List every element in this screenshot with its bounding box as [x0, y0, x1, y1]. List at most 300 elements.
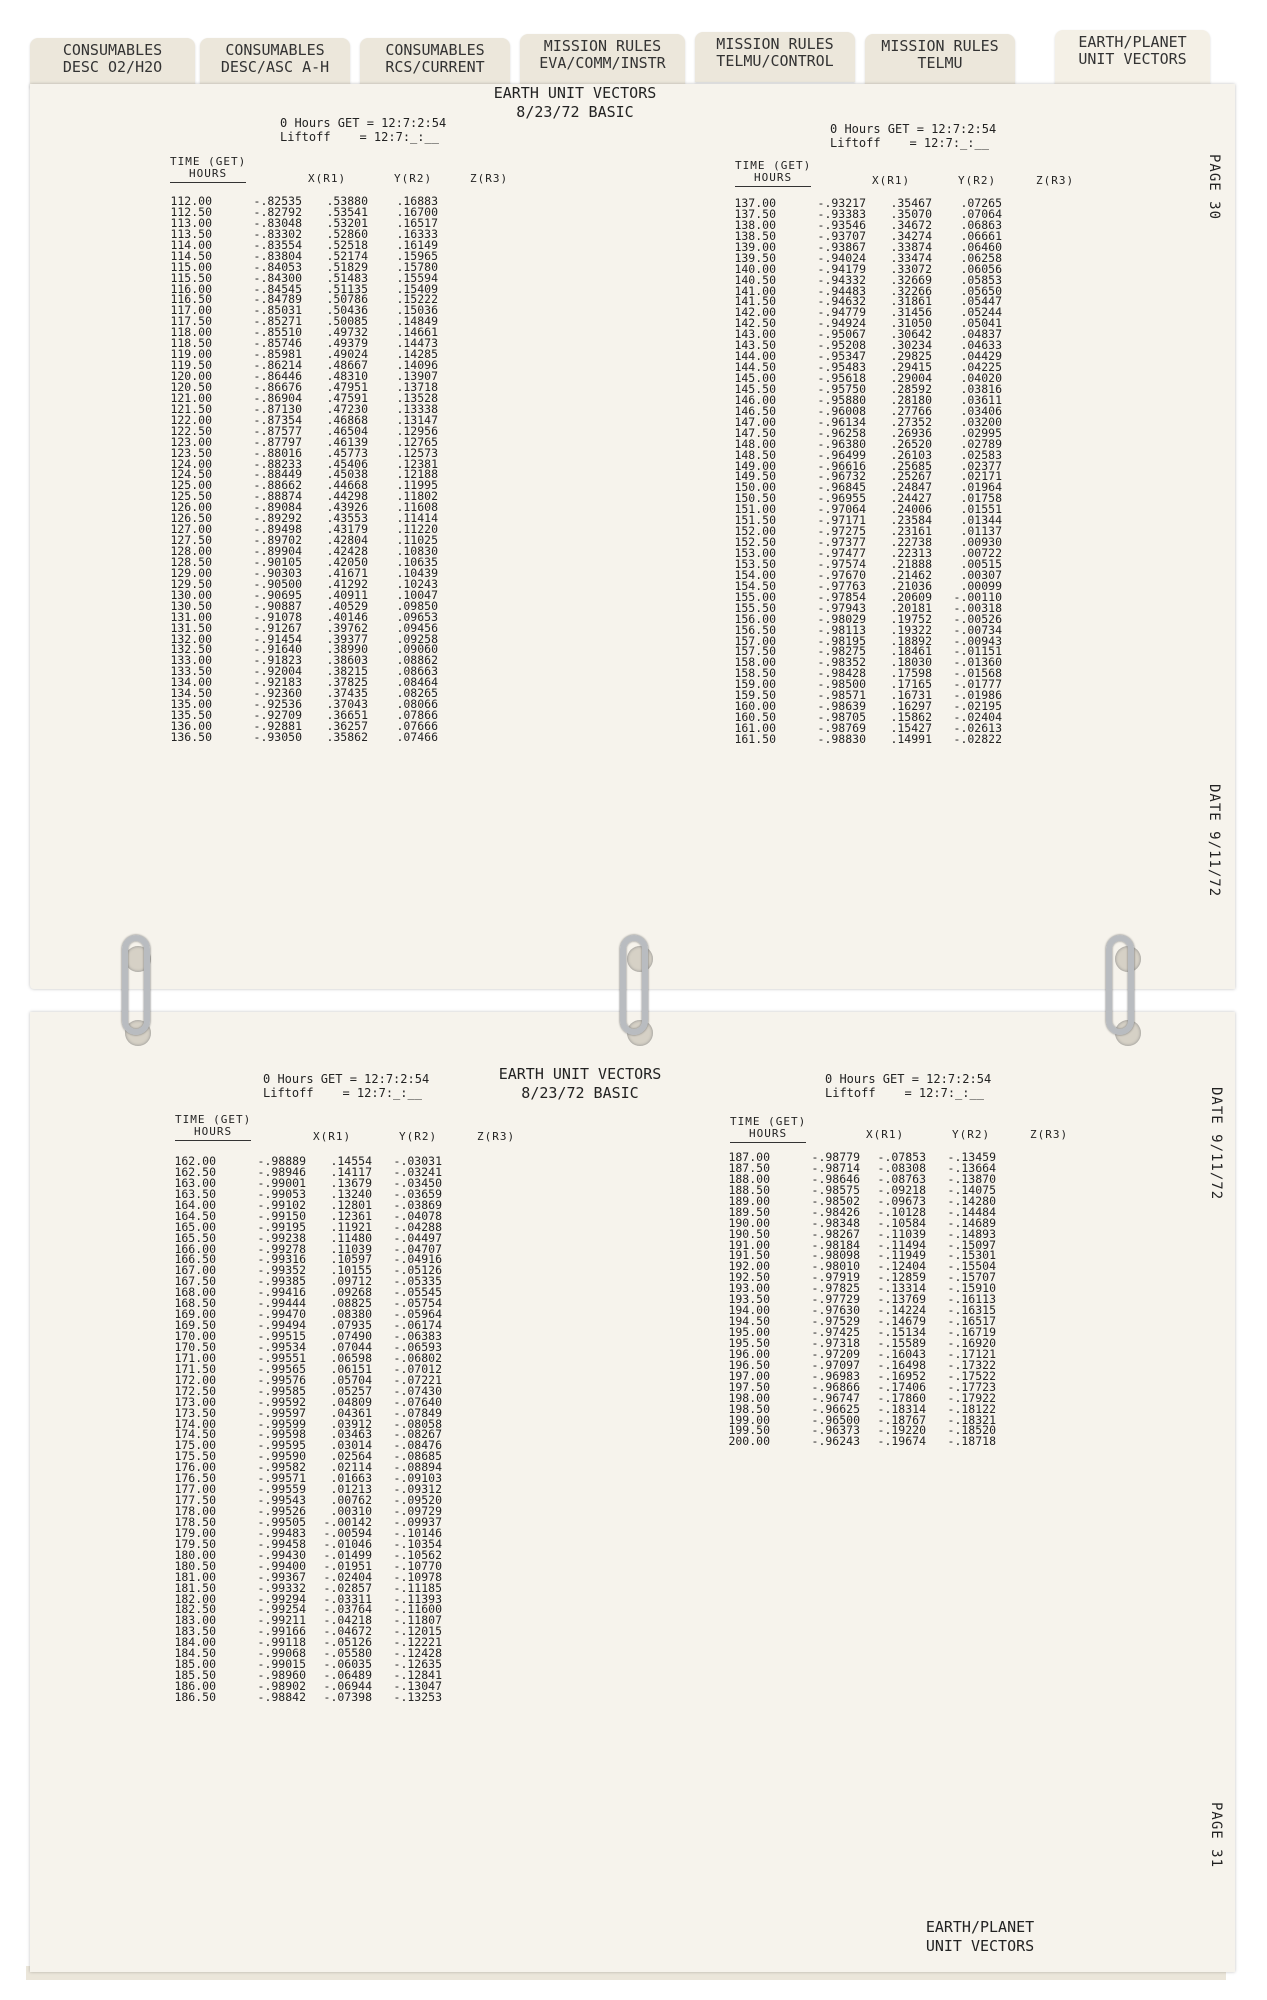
- cell-z: -.09937: [393, 1514, 442, 1529]
- cell-z: -.04078: [393, 1208, 442, 1223]
- cell-y: .18461: [890, 644, 932, 659]
- cell-y: -.03311: [323, 1591, 372, 1606]
- cell-x: -.82535: [253, 194, 302, 208]
- cell-time: 187.00: [728, 1150, 770, 1164]
- cell-time: 138.00: [734, 217, 776, 232]
- cell-z: .16517: [396, 215, 438, 230]
- cell-z: .03200: [960, 414, 1002, 429]
- cell-y: .26936: [890, 425, 932, 440]
- cell-y: -.08308: [877, 1160, 926, 1175]
- cell-time: 143.00: [734, 327, 776, 342]
- cell-y: .07044: [330, 1339, 372, 1354]
- binder-ring: [1106, 935, 1134, 1035]
- cell-z: -.17121: [947, 1346, 996, 1361]
- cell-y: -.06489: [323, 1668, 372, 1683]
- cell-y: -.04672: [323, 1624, 372, 1639]
- cell-time: 146.00: [734, 392, 776, 407]
- cell-y: .25685: [890, 458, 932, 473]
- cell-y: .07935: [330, 1318, 372, 1333]
- cell-z: -.14075: [947, 1182, 996, 1197]
- cell-y: .32669: [890, 272, 932, 287]
- cell-time: 136.50: [170, 729, 212, 744]
- cell-y: .16297: [890, 699, 932, 714]
- cell-x: -.86446: [253, 369, 302, 383]
- cell-time: 116.00: [170, 281, 212, 296]
- cell-time: 140.00: [734, 261, 776, 276]
- cell-time: 161.50: [734, 731, 776, 746]
- cell-y: .51829: [326, 259, 368, 274]
- cell-time: 174.50: [174, 1427, 216, 1442]
- cell-x: -.98500: [817, 677, 866, 692]
- cell-time: 145.00: [734, 371, 776, 385]
- cell-z: .15409: [396, 281, 438, 296]
- cell-x: -.99352: [257, 1263, 306, 1278]
- tab-mission-rules-telmu[interactable]: [865, 34, 1015, 84]
- cell-y: .00762: [330, 1493, 372, 1508]
- cell-y: .35070: [890, 206, 932, 221]
- cell-x: -.99571: [257, 1471, 306, 1486]
- cell-z: -.10770: [393, 1558, 442, 1573]
- cell-z: -.00526: [953, 611, 1002, 626]
- tab-label: RCS/CURRENT: [385, 58, 485, 76]
- cell-x: -.92709: [253, 708, 302, 723]
- binder-ring: [620, 935, 648, 1035]
- cell-time: 135.50: [170, 708, 212, 723]
- cell-x: -.91640: [253, 642, 302, 657]
- page-title: EARTH UNIT VECTORS: [498, 1065, 662, 1083]
- cell-z: .07666: [396, 719, 438, 733]
- cell-y: .02564: [330, 1449, 372, 1464]
- col-label: TIME (GET): [730, 1115, 807, 1128]
- cell-time: 179.50: [174, 1536, 216, 1551]
- cell-time: 164.00: [174, 1197, 216, 1212]
- cell-x: -.96845: [817, 480, 866, 495]
- cell-y: .53201: [326, 215, 368, 230]
- page-title: EARTH UNIT VECTORS: [493, 84, 657, 102]
- cell-y: .44298: [326, 489, 368, 504]
- time-reference: [280, 116, 446, 144]
- tab-mission-rules-telmu-control[interactable]: [695, 32, 855, 82]
- cell-time: 119.50: [170, 358, 212, 373]
- cell-time: 139.50: [734, 250, 776, 265]
- cell-x: -.94924: [817, 316, 866, 331]
- cell-y: .38990: [326, 642, 368, 657]
- cell-time: 136.00: [170, 719, 212, 733]
- cell-x: -.96732: [817, 469, 866, 484]
- cell-y: .03014: [330, 1438, 372, 1453]
- cell-x: -.98275: [817, 644, 866, 659]
- cell-z: .03816: [960, 381, 1002, 396]
- cell-y: .47591: [326, 390, 368, 405]
- cell-x: -.89084: [253, 500, 302, 515]
- cell-time: 117.00: [170, 303, 212, 318]
- table-row: [140, 729, 438, 744]
- cell-x: -.96983: [811, 1368, 860, 1383]
- cell-z: -.03869: [393, 1197, 442, 1212]
- cell-y: -.06944: [323, 1679, 372, 1693]
- cell-z: .00722: [960, 546, 1002, 560]
- cell-x: -.99592: [257, 1394, 306, 1409]
- cell-x: -.95618: [817, 371, 866, 385]
- cell-y: .23161: [890, 524, 932, 539]
- cell-time: 175.50: [174, 1449, 216, 1464]
- cell-y: -.07398: [323, 1689, 372, 1704]
- cell-time: 167.50: [174, 1274, 216, 1289]
- cell-time: 115.00: [170, 259, 212, 274]
- cell-time: 114.00: [170, 237, 212, 252]
- cell-z: .15965: [396, 248, 438, 263]
- cell-x: -.90695: [253, 587, 302, 602]
- cell-y: .32266: [890, 283, 932, 298]
- cell-time: 165.00: [174, 1219, 216, 1234]
- zero-hours-get: 0 Hours GET = 12:7:2:54: [280, 116, 447, 130]
- cell-time: 195.00: [728, 1325, 770, 1339]
- cell-z: -.01360: [953, 655, 1002, 670]
- cell-time: 143.50: [734, 338, 776, 353]
- cell-y: .13679: [330, 1175, 372, 1190]
- cell-y: -.13314: [877, 1281, 926, 1296]
- cell-time: 173.50: [174, 1405, 216, 1420]
- cell-time: 115.50: [170, 270, 212, 285]
- cell-x: -.98769: [817, 721, 866, 735]
- table-row: [144, 1689, 442, 1704]
- cell-y: .46504: [326, 423, 368, 438]
- cell-y: .05257: [330, 1383, 372, 1398]
- cell-y: .46868: [326, 412, 368, 427]
- cell-z: .04633: [960, 338, 1002, 353]
- cell-z: .07466: [396, 729, 438, 744]
- cell-x: -.99458: [257, 1536, 306, 1551]
- cell-z: .11608: [396, 500, 438, 515]
- cell-z: .14849: [396, 314, 438, 329]
- cell-z: .16149: [396, 237, 438, 252]
- cell-x: -.97477: [817, 546, 866, 560]
- cell-z: .06258: [960, 250, 1002, 265]
- cell-y: -.09673: [877, 1193, 926, 1208]
- cell-z: -.03659: [393, 1186, 442, 1201]
- cell-z: -.13870: [947, 1171, 996, 1186]
- cell-x: -.99367: [257, 1569, 306, 1584]
- cell-y: -.18767: [877, 1412, 926, 1427]
- cell-time: 196.00: [728, 1346, 770, 1361]
- cell-time: 129.00: [170, 565, 212, 580]
- cell-time: 187.50: [728, 1160, 770, 1175]
- cell-y: -.05126: [323, 1635, 372, 1650]
- cell-y: .50085: [326, 314, 368, 329]
- cell-time: 172.00: [174, 1372, 216, 1387]
- tab-consumables-desc-asc[interactable]: [200, 38, 350, 88]
- cell-x: -.97943: [817, 600, 866, 615]
- cell-x: -.99576: [257, 1372, 306, 1387]
- cell-x: -.98830: [817, 731, 866, 746]
- cell-x: -.97729: [811, 1292, 860, 1307]
- cell-y: -.02404: [323, 1569, 372, 1584]
- cell-x: -.85031: [253, 303, 302, 318]
- cell-z: -.11393: [393, 1591, 442, 1606]
- cell-time: 166.00: [174, 1241, 216, 1256]
- cell-y: -.19674: [877, 1434, 926, 1449]
- cell-y: -.05580: [323, 1646, 372, 1661]
- cell-z: .02377: [960, 458, 1002, 473]
- cell-y: .10597: [330, 1252, 372, 1267]
- cell-y: .01663: [330, 1471, 372, 1486]
- cell-x: -.89702: [253, 533, 302, 548]
- cell-time: 151.50: [734, 513, 776, 528]
- cell-x: -.99505: [257, 1514, 306, 1529]
- cell-x: -.93707: [817, 228, 866, 243]
- cell-time: 134.00: [170, 675, 212, 690]
- cell-x: -.98646: [811, 1171, 860, 1186]
- cell-time: 126.50: [170, 511, 212, 526]
- cell-time: 178.00: [174, 1504, 216, 1518]
- cell-x: -.99400: [257, 1558, 306, 1573]
- cell-time: 169.50: [174, 1318, 216, 1333]
- page-number: PAGE 30: [1206, 154, 1222, 221]
- cell-y: .38603: [326, 653, 368, 668]
- cell-z: -.16517: [947, 1314, 996, 1329]
- cell-z: .02583: [960, 447, 1002, 462]
- cell-x: -.99015: [257, 1657, 306, 1672]
- column-header-z: Z(R3): [1030, 1128, 1069, 1141]
- page-subtitle: 8/23/72 BASIC: [516, 103, 634, 121]
- cell-y: .06598: [330, 1350, 372, 1365]
- cell-time: 190.00: [728, 1215, 770, 1230]
- cell-time: 147.50: [734, 425, 776, 440]
- cell-z: .01551: [960, 502, 1002, 517]
- cell-z: .04020: [960, 371, 1002, 385]
- cell-z: -.15504: [947, 1259, 996, 1274]
- cell-y: -.00142: [323, 1514, 372, 1529]
- cell-y: .43179: [326, 522, 368, 537]
- cell-time: 120.50: [170, 379, 212, 394]
- cell-x: -.98705: [817, 710, 866, 725]
- cell-x: -.90500: [253, 576, 302, 591]
- cell-x: -.98502: [811, 1193, 860, 1208]
- cell-time: 192.00: [728, 1259, 770, 1274]
- cell-x: -.96625: [811, 1401, 860, 1416]
- cell-z: -.02195: [953, 699, 1002, 714]
- cell-x: -.87577: [253, 423, 302, 438]
- bottom-tab-earth-planet[interactable]: [900, 1918, 1060, 1956]
- tab-earth-planet-unit-vectors[interactable]: [1055, 30, 1210, 86]
- cell-y: .40911: [326, 587, 368, 602]
- cell-time: 191.00: [728, 1237, 770, 1252]
- cell-x: -.93217: [817, 196, 866, 210]
- cell-y: .15862: [890, 710, 932, 725]
- cell-x: -.99238: [257, 1230, 306, 1245]
- cell-z: -.13459: [947, 1150, 996, 1164]
- cell-x: -.96380: [817, 436, 866, 451]
- cell-x: -.84789: [253, 292, 302, 307]
- cell-z: -.18321: [947, 1412, 996, 1427]
- cell-time: 162.00: [174, 1154, 216, 1168]
- cell-x: -.95067: [817, 327, 866, 342]
- cell-z: .16333: [396, 226, 438, 241]
- cell-time: 183.00: [174, 1613, 216, 1628]
- cell-time: 180.50: [174, 1558, 216, 1573]
- cell-z: -.14893: [947, 1226, 996, 1241]
- cell-y: .14991: [890, 731, 932, 746]
- cell-x: -.86676: [253, 379, 302, 394]
- cell-x: -.97318: [811, 1335, 860, 1350]
- column-header-z: Z(R3): [1036, 174, 1075, 187]
- cell-z: .01137: [960, 524, 1002, 539]
- liftoff-time: Liftoff = 12:7:_:__: [825, 1086, 984, 1100]
- cell-z: .13147: [396, 412, 438, 427]
- cell-z: .01758: [960, 491, 1002, 506]
- tab-consumables-rcs[interactable]: [360, 38, 510, 88]
- cell-x: -.99195: [257, 1219, 306, 1234]
- cell-x: -.88662: [253, 478, 302, 493]
- cell-z: .01344: [960, 513, 1002, 528]
- cell-z: -.07640: [393, 1394, 442, 1409]
- cell-y: .10155: [330, 1263, 372, 1278]
- cell-y: -.14679: [877, 1314, 926, 1329]
- cell-time: 170.00: [174, 1329, 216, 1343]
- cell-z: -.01568: [953, 666, 1002, 681]
- cell-time: 124.50: [170, 467, 212, 482]
- cell-y: .06151: [330, 1361, 372, 1376]
- cell-z: .04225: [960, 360, 1002, 375]
- cell-x: -.85271: [253, 314, 302, 329]
- cell-time: 127.00: [170, 522, 212, 537]
- cell-x: -.98267: [811, 1226, 860, 1241]
- cell-x: -.99494: [257, 1318, 306, 1333]
- cell-x: -.84300: [253, 270, 302, 285]
- cell-x: -.99430: [257, 1547, 306, 1562]
- cell-x: -.83048: [253, 215, 302, 230]
- cell-x: -.90887: [253, 598, 302, 613]
- cell-x: -.99483: [257, 1525, 306, 1540]
- cell-x: -.85746: [253, 336, 302, 351]
- cell-x: -.82792: [253, 204, 302, 219]
- cell-z: .06661: [960, 228, 1002, 243]
- cell-y: .08825: [330, 1296, 372, 1311]
- cell-z: -.09520: [393, 1493, 442, 1508]
- cell-x: -.91454: [253, 631, 302, 646]
- cell-y: -.10584: [877, 1215, 926, 1230]
- cell-y: .43553: [326, 511, 368, 526]
- cell-time: 197.00: [728, 1368, 770, 1383]
- column-header-z: Z(R3): [477, 1130, 516, 1143]
- cell-z: -.02404: [953, 710, 1002, 725]
- cell-time: 159.00: [734, 677, 776, 692]
- cell-x: -.96008: [817, 403, 866, 418]
- cell-z: .13718: [396, 379, 438, 394]
- cell-time: 155.00: [734, 589, 776, 604]
- cell-z: -.13253: [393, 1689, 442, 1704]
- cell-time: 156.00: [734, 611, 776, 626]
- cell-z: -.16315: [947, 1303, 996, 1318]
- cell-z: -.06593: [393, 1339, 442, 1354]
- cell-z: -.15707: [947, 1270, 996, 1285]
- tab-label: CONSUMABLES: [385, 41, 485, 59]
- cell-z: -.16113: [947, 1292, 996, 1307]
- cell-y: .42050: [326, 554, 368, 569]
- cell-x: -.99597: [257, 1405, 306, 1420]
- cell-time: 199.00: [728, 1412, 770, 1427]
- cell-x: -.99150: [257, 1208, 306, 1223]
- cell-y: .50786: [326, 292, 368, 307]
- cell-z: -.05754: [393, 1296, 442, 1311]
- cell-time: 181.50: [174, 1580, 216, 1595]
- cell-x: -.97763: [817, 578, 866, 593]
- cell-y: .21888: [890, 556, 932, 571]
- revision-date: DATE 9/11/72: [1206, 784, 1222, 898]
- cell-z: .15036: [396, 303, 438, 318]
- cell-z: -.09103: [393, 1471, 442, 1486]
- cell-x: -.97529: [811, 1314, 860, 1329]
- cell-time: 134.50: [170, 686, 212, 701]
- column-header-y: Y(R2): [958, 174, 997, 187]
- cell-z: .06460: [960, 239, 1002, 254]
- cell-time: 144.50: [734, 360, 776, 375]
- cell-time: 152.50: [734, 535, 776, 550]
- cell-z: .06056: [960, 261, 1002, 276]
- cell-y: .17165: [890, 677, 932, 692]
- cell-y: .38215: [326, 664, 368, 679]
- tab-mission-rules-eva[interactable]: [520, 34, 685, 84]
- cell-x: -.97670: [817, 567, 866, 582]
- cell-time: 159.50: [734, 688, 776, 703]
- cell-z: .12188: [396, 467, 438, 482]
- cell-x: -.96866: [811, 1379, 860, 1394]
- cell-x: -.83302: [253, 226, 302, 241]
- cell-z: -.05964: [393, 1307, 442, 1322]
- cell-y: .53880: [326, 194, 368, 208]
- cell-x: -.99385: [257, 1274, 306, 1289]
- vector-table: [704, 198, 1002, 745]
- cell-z: -.06383: [393, 1329, 442, 1343]
- cell-time: 116.50: [170, 292, 212, 307]
- cell-time: 197.50: [728, 1379, 770, 1394]
- cell-y: .33874: [890, 239, 932, 254]
- cell-y: .23584: [890, 513, 932, 528]
- cell-y: .37435: [326, 686, 368, 701]
- tab-consumables-desc-o2[interactable]: [30, 38, 195, 88]
- cell-time: 157.00: [734, 633, 776, 648]
- cell-time: 194.00: [728, 1303, 770, 1318]
- cell-x: -.92881: [253, 719, 302, 733]
- tab-label: UNIT VECTORS: [925, 1937, 1035, 1955]
- cell-x: -.91823: [253, 653, 302, 668]
- cell-x: -.95880: [817, 392, 866, 407]
- tab-label: DESC/ASC A-H: [220, 58, 330, 76]
- cell-z: -.18520: [947, 1423, 996, 1438]
- cell-y: .19752: [890, 611, 932, 626]
- cell-x: -.88449: [253, 467, 302, 482]
- cell-y: .45038: [326, 467, 368, 482]
- cell-z: -.16920: [947, 1335, 996, 1350]
- table-row: [698, 1436, 996, 1447]
- cell-time: 177.00: [174, 1482, 216, 1497]
- cell-y: .08380: [330, 1307, 372, 1322]
- cell-y: .30642: [890, 327, 932, 342]
- column-header-time: [175, 1114, 251, 1141]
- cell-time: 130.50: [170, 598, 212, 613]
- cell-y: -.15589: [877, 1335, 926, 1350]
- cell-x: -.99166: [257, 1624, 306, 1639]
- cell-z: -.03450: [393, 1175, 442, 1190]
- cell-time: 144.00: [734, 349, 776, 364]
- cell-y: .49024: [326, 347, 368, 362]
- cell-z: -.07430: [393, 1383, 442, 1398]
- cell-y: .41671: [326, 565, 368, 580]
- cell-y: -.14224: [877, 1303, 926, 1318]
- cell-time: 185.00: [174, 1657, 216, 1672]
- cell-y: .20181: [890, 600, 932, 615]
- cell-x: -.98639: [817, 699, 866, 714]
